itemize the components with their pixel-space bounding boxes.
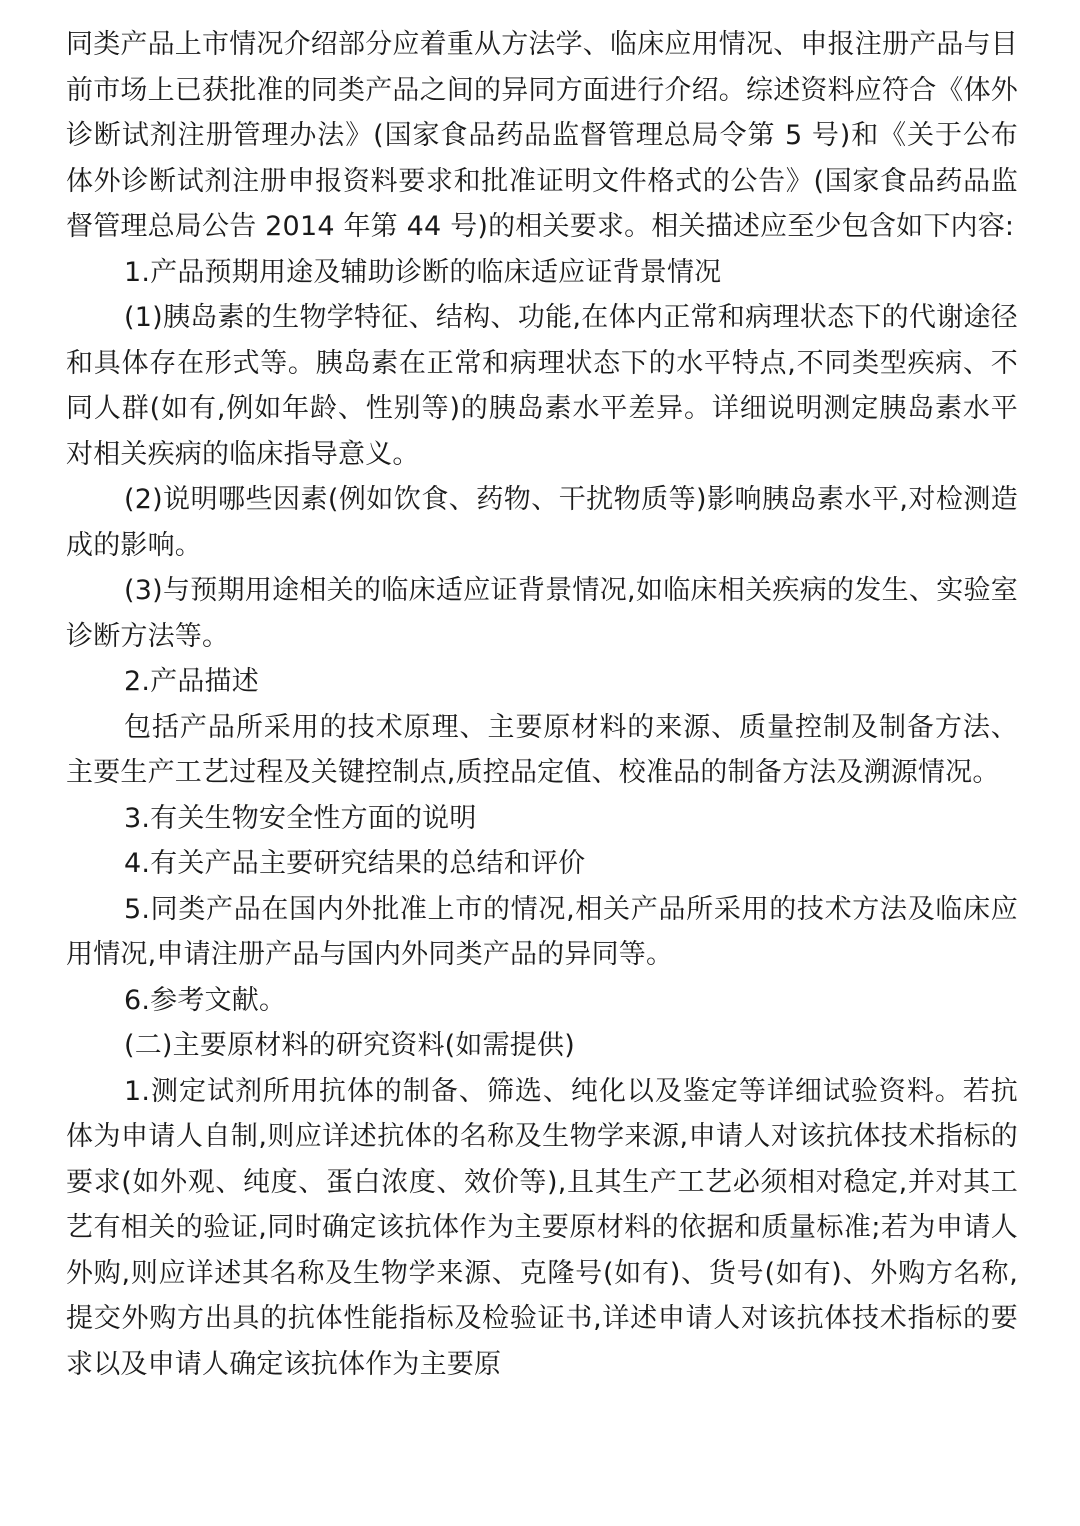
paragraph-product-description: 包括产品所采用的技术原理、主要原材料的来源、质量控制及制备方法、主要生产工艺过程及关键控制点,质控品定值、校准品的制备方法及溯源情况。: [66, 711, 1018, 788]
paragraph-influencing-factors: (2)说明哪些因素(例如饮食、药物、干扰物质等)影响胰岛素水平,对检测造成的影响。: [66, 484, 1018, 561]
document-body: [66, 22, 1018, 1387]
heading-product-description: 2.产品描述: [124, 666, 259, 697]
paragraph-intro: 同类产品上市情况介绍部分应着重从方法学、临床应用情况、申报注册产品与目前市场上已获批准的同类产品之间的异同方面进行介绍。综述资料应符合《体外诊断试剂注册管理办法》(国家食品药品监督管理总局令第 5 号)和《关于公布体外诊断试剂注册申报资料要求和批准证明文件格式的公告》(国家食品药品监督管理总局公告 2014 年第 44 号)的相关要求。相关描述应至少包含如下内容:: [66, 29, 1018, 242]
heading-intended-use: 1.产品预期用途及辅助诊断的临床适应证背景情况: [124, 256, 722, 288]
paragraph-similar-products: 5.同类产品在国内外批准上市的情况,相关产品所采用的技术方法及临床应用情况,申请注册产品与国内外同类产品的异同等。: [66, 893, 1018, 970]
heading-references: 6.参考文献。: [124, 984, 287, 1016]
heading-research-summary: 4.有关产品主要研究结果的总结和评价: [124, 848, 586, 879]
paragraph-insulin-characteristics: (1)胰岛素的生物学特征、结构、功能,在体内正常和病理状态下的代谢途径和具体存在形式等。胰岛素在正常和病理状态下的水平特点,不同类型疾病、不同人群(如有,例如年龄、性别等)的胰岛素水平差异。详细说明测定胰岛素水平对相关疾病的临床指导意义。: [66, 302, 1018, 470]
paragraph-antibody-materials: 1.测定试剂所用抗体的制备、筛选、纯化以及鉴定等详细试验资料。若抗体为申请人自制,则应详述抗体的名称及生物学来源,申请人对该抗体技术指标的要求(如外观、纯度、蛋白浓度、效价等),且其生产工艺必须相对稳定,并对其工艺有相关的验证,同时确定该抗体作为主要原材料的依据和质量标准;若为申请人外购,则应详述其名称及生物学来源、克隆号(如有)、货号(如有)、外购方名称,提交外购方出具的抗体性能指标及检验证书,详述申请人对该抗体技术指标的要求以及申请人确定该抗体作为主要原: [66, 1075, 1018, 1380]
paragraph-clinical-background: (3)与预期用途相关的临床适应证背景情况,如临床相关疾病的发生、实验室诊断方法等。: [66, 575, 1018, 652]
heading-biosafety: 3.有关生物安全性方面的说明: [124, 802, 477, 834]
section-heading-raw-materials: (二)主要原材料的研究资料(如需提供): [124, 1030, 575, 1061]
